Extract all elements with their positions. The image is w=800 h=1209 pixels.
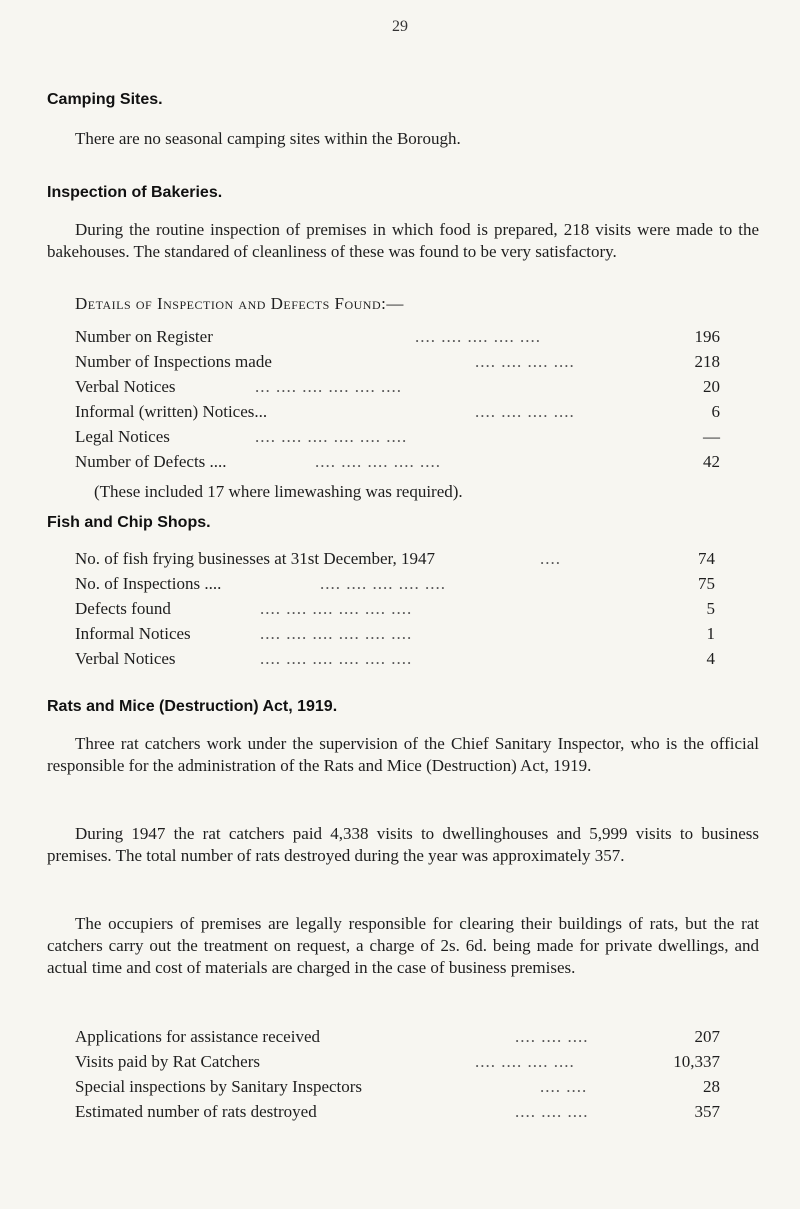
bakeries-row <box>75 427 720 449</box>
row-leader-dots: .... <box>540 549 561 568</box>
bakeries-details-heading: Details of Inspection and Defects Found:— <box>75 294 404 313</box>
row-leader-dots: .... .... .... .... .... <box>315 452 441 471</box>
bakeries-row <box>75 352 720 374</box>
row-label: Informal (written) Notices... <box>75 402 268 421</box>
row-value: 207 <box>694 1027 720 1046</box>
row-leader-dots: ... .... .... .... .... .... <box>255 377 402 396</box>
rats-paragraph-3: The occupiers of premises are legally responsible for clearing their buildings of rats, but the rat catchers carry out the treatment on request, a charge of 2s. 6d. being made for private dwellings, and actual time and cost of materials are charged in the case of business premises. <box>47 914 759 977</box>
row-value: 4 <box>706 649 715 668</box>
fish-chip-heading: Fish and Chip Shops. <box>47 514 211 531</box>
row-leader-dots: .... .... .... .... <box>475 1052 575 1071</box>
row-leader-dots: .... .... <box>540 1077 588 1096</box>
row-value: 75 <box>698 574 715 593</box>
row-value: 218 <box>694 352 720 371</box>
row-label: Informal Notices <box>75 624 191 643</box>
rats-paragraph-2: During 1947 the rat catchers paid 4,338 visits to dwellinghouses and 5,999 visits to business premises. The total number of rats destroyed during the year was approximately 357. <box>47 824 759 865</box>
row-label: Estimated number of rats destroyed <box>75 1102 317 1121</box>
row-value: 357 <box>694 1102 720 1121</box>
row-leader-dots: .... .... .... .... .... <box>320 574 446 593</box>
row-label: Special inspections by Sanitary Inspectors <box>75 1077 363 1096</box>
row-label: Visits paid by Rat Catchers <box>75 1052 261 1071</box>
row-label: No. of fish frying businesses at 31st December, 1947 <box>75 549 436 568</box>
fish-row <box>75 574 715 596</box>
row-label: Number of Defects .... <box>75 452 227 471</box>
row-leader-dots: .... .... .... .... .... .... <box>255 427 408 446</box>
row-label: Legal Notices <box>75 427 170 446</box>
row-leader-dots: .... .... .... .... .... .... <box>260 599 413 618</box>
row-leader-dots: .... .... .... .... .... .... <box>260 624 413 643</box>
row-label: Defects found <box>75 599 171 618</box>
fish-row <box>75 649 715 671</box>
rats-row <box>75 1077 720 1099</box>
page-number: 29 <box>392 18 408 35</box>
row-value: 28 <box>703 1077 720 1096</box>
fish-row <box>75 624 715 646</box>
row-label: Verbal Notices <box>75 649 176 668</box>
row-label: No. of Inspections .... <box>75 574 222 593</box>
row-value: 1 <box>706 624 715 643</box>
bakeries-row <box>75 377 720 399</box>
row-label: Applications for assistance received <box>75 1027 320 1046</box>
camping-sites-heading: Camping Sites. <box>47 91 163 108</box>
row-label: Verbal Notices <box>75 377 176 396</box>
rats-paragraph-1: Three rat catchers work under the supervision of the Chief Sanitary Inspector, who is the official responsible for the administration of the Rats and Mice (Destruction) Act, 1919. <box>47 734 759 775</box>
row-leader-dots: .... .... .... <box>515 1027 589 1046</box>
rats-row <box>75 1102 720 1124</box>
row-value: 5 <box>706 599 715 618</box>
limewashing-note: (These included 17 where limewashing was required). <box>94 482 463 501</box>
camping-sites-text: There are no seasonal camping sites within the Borough. <box>75 129 461 148</box>
bakeries-heading: Inspection of Bakeries. <box>47 184 223 201</box>
row-leader-dots: .... .... .... <box>515 1102 589 1121</box>
row-value: 20 <box>703 377 720 396</box>
fish-row <box>75 549 715 571</box>
row-value: 42 <box>703 452 720 471</box>
row-value: 6 <box>711 402 720 421</box>
row-value: 10,337 <box>673 1052 720 1071</box>
row-leader-dots: .... .... .... .... .... <box>415 327 541 346</box>
rats-row <box>75 1052 720 1074</box>
row-value: — <box>703 427 720 446</box>
row-label: Number on Register <box>75 327 213 346</box>
row-leader-dots: .... .... .... .... <box>475 352 575 371</box>
bakeries-row <box>75 452 720 474</box>
row-label: Number of Inspections made <box>75 352 272 371</box>
bakeries-text: During the routine inspection of premises in which food is prepared, 218 visits were made to the bakehouses. The standared of cleanliness of these was found to be very satisfactory. <box>47 220 759 261</box>
row-value: 74 <box>698 549 715 568</box>
row-value: 196 <box>694 327 720 346</box>
row-leader-dots: .... .... .... .... .... .... <box>260 649 413 668</box>
fish-row <box>75 599 715 621</box>
rats-row <box>75 1027 720 1049</box>
bakeries-row <box>75 327 720 349</box>
bakeries-row <box>75 402 720 424</box>
row-leader-dots: .... .... .... .... <box>475 402 575 421</box>
rats-mice-heading: Rats and Mice (Destruction) Act, 1919. <box>47 698 338 715</box>
